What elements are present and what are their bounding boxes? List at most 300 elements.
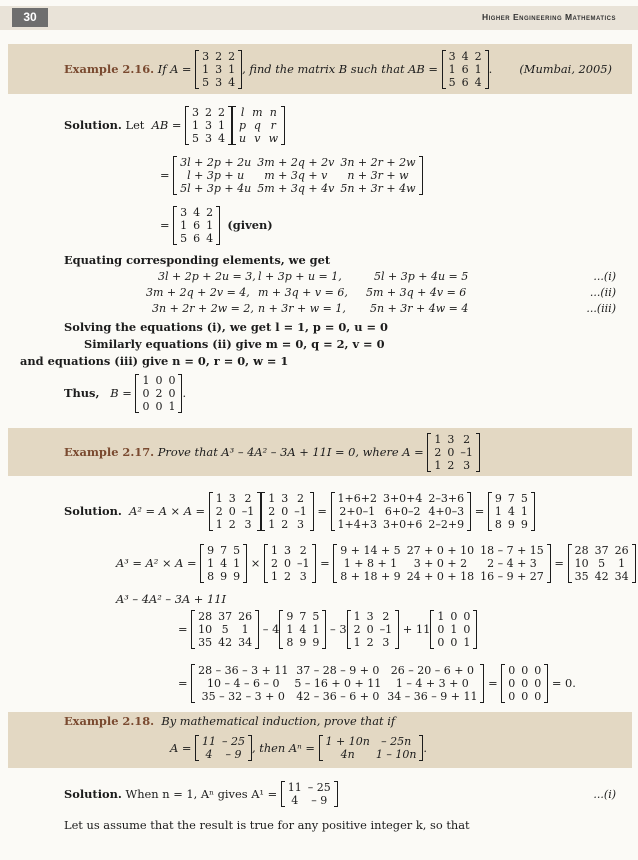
matrix-cell: 0: [447, 445, 455, 459]
matrix-cell: 1: [286, 622, 294, 636]
matrix-An: [319, 735, 424, 761]
equation-row: m + 3q + v = 6,: [258, 286, 348, 299]
b-equals: B =: [110, 386, 132, 400]
matrix-cell: 2: [353, 622, 361, 636]
matrix-cell: w: [268, 131, 278, 145]
matrix-cell: 1: [463, 635, 471, 649]
matrix-cell: u: [239, 131, 247, 145]
matrix-cell: 1: [215, 491, 223, 505]
matrix-cell: –1: [241, 504, 255, 518]
when-text: When n = 1, Aⁿ gives A¹ =: [125, 787, 278, 801]
matrix-cell: 10 – 4 – 6 – 0: [207, 676, 280, 690]
a2-line: Solution. A² = A × A = 1 3 2 2 0 –1 1 2 3 1 3 2 2 0 –1 1 2 3 = 1+6+2 3+0+4 2–3+6 2+0–1 6+0–2 4+0–3 1+4+3 3+0+6 2–2+9 = 9 7 5 1 4 1 8 9 9: [64, 488, 535, 534]
source-citation: (Mumbai, 2005): [519, 62, 612, 76]
matrix-cell: 4+0–3: [428, 504, 465, 518]
matrix-cell: 4n: [340, 748, 355, 761]
matrix-grid: [492, 492, 531, 531]
matrix-grid: [505, 664, 544, 703]
matrix-cell: 7: [299, 609, 307, 623]
matrix-cell: 37 – 28 – 9 + 0: [296, 663, 380, 677]
matrix-AB: [442, 50, 489, 89]
matrix-cell: 1: [241, 622, 249, 636]
example-2-17-statement: [64, 430, 480, 474]
matrix-cell: l: [240, 105, 245, 119]
thus-text: Thus,: [64, 386, 100, 400]
matrix-cell: 1 – 10n: [375, 748, 417, 761]
matrix-cell: 9: [233, 569, 241, 583]
matrix-cell: 4: [291, 794, 299, 807]
example-2-18-statement: [64, 714, 395, 728]
matrix-cell: 3: [202, 49, 210, 63]
matrix-cell: 42 – 36 – 6 + 0: [296, 689, 380, 703]
matrix-cell: – 25: [222, 735, 246, 748]
matrix-product: [173, 156, 422, 195]
bracket-right: [334, 781, 338, 807]
a2-lhs: A² = A × A =: [129, 504, 206, 518]
matrix-a2-sum: [331, 492, 472, 531]
equation-tag: ...(i): [593, 270, 616, 283]
matrix-cell: 0: [521, 689, 529, 703]
period: .: [182, 386, 187, 400]
matrix-cell: q: [253, 118, 261, 132]
matrix-cell: – 25: [307, 781, 331, 794]
matrix-grid: [199, 735, 248, 761]
matrix-cell: 8: [494, 517, 502, 531]
matrix-cell: 1 + 8 + 1: [343, 556, 398, 570]
matrix-cell: – 25n: [381, 735, 412, 748]
matrix-cell: 28: [198, 609, 213, 623]
matrix-cell: 1: [494, 504, 502, 518]
matrix-grid: [351, 610, 396, 649]
solution-label: Solution.: [64, 504, 122, 518]
example-label: Example 2.16.: [64, 62, 155, 76]
matrix-cell: 9: [507, 517, 515, 531]
matrix-cell: 3 + 0 + 2: [413, 556, 468, 570]
matrix-cell: 1+6+2: [337, 491, 377, 505]
matrix-cell: 7: [220, 543, 228, 557]
matrix-cell: 0: [508, 663, 516, 677]
let-text: Let: [125, 118, 145, 132]
bracket-right: [419, 156, 423, 195]
matrix-cell: 1: [618, 556, 626, 570]
running-head: Higher Engineering Mathematics: [481, 12, 616, 22]
matrix-cell: –1: [296, 556, 310, 570]
matrix-cell: 0: [450, 609, 458, 623]
matrix-cell: 5n + 3r + 4w: [340, 181, 416, 195]
matrix-grid: [335, 492, 468, 531]
matrix-grid: [446, 50, 485, 89]
matrix-cell: 3+0+4: [382, 491, 423, 505]
equation-row: 5n + 3r + 4w = 4: [370, 302, 469, 315]
matrix-cell: r: [270, 118, 276, 132]
matrix-cell: –1: [379, 622, 393, 636]
matrix-cell: 26: [614, 543, 629, 557]
matrix-cell: 42: [218, 635, 233, 649]
bracket-right: [476, 433, 480, 472]
matrix-cell: 37: [594, 543, 609, 557]
bracket-right: [322, 610, 326, 649]
bracket-right: [243, 544, 247, 583]
given-matrix-line: [160, 202, 273, 248]
bracket-right: [473, 610, 477, 649]
matrix-cell: 1: [268, 517, 276, 531]
matrix-cell: 2: [155, 386, 163, 400]
matrix-cell: 8: [286, 635, 294, 649]
matrix-cell: 0: [155, 399, 163, 413]
matrix-cell: 0: [508, 676, 516, 690]
matrix-cell: 0: [521, 663, 529, 677]
matrix-cell: 3: [228, 491, 236, 505]
matrix-cell: 2: [218, 105, 226, 119]
matrix-AB: [173, 206, 220, 245]
matrix-cell: 3: [180, 205, 188, 219]
solution-label: Solution.: [64, 118, 122, 132]
equation-tag: ...(iii): [586, 302, 616, 315]
matrix-cell: 1: [448, 62, 456, 76]
matrix-cell: 1: [207, 556, 215, 570]
matrix-cell: 2: [283, 569, 291, 583]
matrix-grid: [265, 492, 310, 531]
matrix-cell: 1: [474, 62, 482, 76]
matrix-cell: 11: [202, 735, 217, 748]
matrix-cell: 2: [244, 491, 252, 505]
matrix-grid: [434, 610, 473, 649]
matrix-cell: 42: [594, 569, 609, 583]
matrix-cell: m: [252, 105, 263, 119]
matrix-cell: 28 – 36 – 3 + 11: [198, 663, 289, 677]
equating-text: Equating corresponding elements, we get: [64, 253, 331, 267]
matrix-grid: [268, 544, 313, 583]
matrix-cell: 1 + 10n: [325, 735, 370, 748]
a3-lhs: A³ = A² × A =: [116, 556, 197, 570]
matrix-cell: 2: [434, 445, 442, 459]
statement-text: Prove that A³ – 4A² – 3A + 11I = 0, where A =: [157, 445, 424, 459]
statement-text: , find the matrix B such that AB =: [242, 62, 438, 76]
matrix-grid: [337, 544, 547, 583]
matrix-identity: [430, 610, 477, 649]
matrix-cell: 3n + 2r + 2w: [340, 155, 416, 169]
matrix-A2: [200, 544, 247, 583]
matrix-cell: n: [269, 105, 277, 119]
matrix-cell: 3: [447, 432, 455, 446]
matrix-cell: 16 – 9 + 27: [480, 569, 544, 583]
matrix-cell: 9: [520, 517, 528, 531]
similarly-text: Similarly equations (ii) give m = 0, q = 2, v = 0: [84, 337, 385, 351]
matrix-cell: 2: [299, 543, 307, 557]
matrix-cell: 0: [534, 676, 542, 690]
matrix-cell: 2: [382, 609, 390, 623]
matrix-cell: 1: [206, 218, 214, 232]
matrix-cell: 4: [220, 556, 228, 570]
matrix-grid: [195, 664, 480, 703]
given-text: (given): [227, 218, 273, 232]
matrix-cell: 5m + 3q + 4v: [257, 181, 335, 195]
bracket-right: [544, 664, 548, 703]
matrix-cell: 8 + 18 + 9: [340, 569, 401, 583]
matrix-cell: 35: [574, 569, 589, 583]
matrix-cell: 0: [281, 504, 289, 518]
and-equations-text: and equations (iii) give n = 0, r = 0, w = 1: [20, 354, 289, 368]
matrix-cell: 26 – 20 – 6 + 0: [390, 663, 474, 677]
matrix-cell: 0: [168, 373, 176, 387]
example-label: Example 2.18.: [64, 714, 155, 728]
matrix-A3: [568, 544, 636, 583]
matrix-cell: 2: [228, 49, 236, 63]
example-2-18-formula: [170, 730, 427, 766]
example-label: Example 2.17.: [64, 445, 155, 459]
bracket-right: [216, 206, 220, 245]
a-equals: A =: [170, 741, 192, 755]
expansion-line: = 28 37 26 10 5 1 35 42 34 – 4 9 7 5 1 4 1 8 9 9 – 3 1 3 2 2 0 –1 1 2 3 + 11 1 0 0 0 1 0 0 0 1: [178, 606, 477, 652]
matrix-cell: 2: [463, 432, 471, 446]
matrix-cell: 6: [461, 75, 469, 89]
matrix-cell: 0: [437, 622, 445, 636]
matrix-cell: 28: [574, 543, 589, 557]
matrix-cell: 4: [206, 231, 214, 245]
times-sign: ×: [250, 556, 261, 570]
equation-tag: ...(i): [593, 788, 616, 801]
matrix-cell: 3: [382, 635, 390, 649]
matrix-grid: [199, 50, 238, 89]
matrix-cell: 0: [437, 635, 445, 649]
matrix-cell: m + 3q + v: [264, 168, 328, 182]
period: .: [423, 741, 428, 755]
equals-sign: =: [160, 168, 170, 182]
matrix-grid: [195, 610, 255, 649]
matrix-cell: 3: [281, 491, 289, 505]
matrix-cell: 2: [228, 517, 236, 531]
matrix-A: [195, 50, 242, 89]
matrix-cell: 1: [270, 569, 278, 583]
matrix-cell: 2: [296, 491, 304, 505]
matrix-cell: 3: [215, 62, 223, 76]
matrix-grid: [236, 106, 281, 145]
matrix-cell: l + 3p + u: [187, 168, 245, 182]
matrix-A: [264, 544, 317, 583]
matrix-cell: 3: [205, 118, 213, 132]
matrix-cell: 6: [193, 231, 201, 245]
solution-let-line: [64, 102, 285, 148]
matrix-final-sum: [191, 664, 484, 703]
matrix-cell: 1: [268, 491, 276, 505]
matrix-cell: 5: [233, 543, 241, 557]
bracket-right: [467, 492, 471, 531]
expression-line: A³ – 4A² – 3A + 11I: [116, 592, 226, 606]
matrix-cell: 1: [353, 635, 361, 649]
matrix-cell: 2: [205, 105, 213, 119]
matrix-cell: 4: [461, 49, 469, 63]
matrix-cell: 5: [192, 131, 200, 145]
matrix-cell: 3: [448, 49, 456, 63]
matrix-cell: 2: [270, 556, 278, 570]
matrix-cell: 5: [598, 556, 606, 570]
matrix-cell: 0: [521, 676, 529, 690]
matrix-cell: 1: [312, 622, 320, 636]
matrix-cell: 5: [202, 75, 210, 89]
matrix-cell: 11: [287, 781, 302, 794]
product-matrix-line: [160, 152, 423, 198]
matrix-A: [195, 735, 252, 761]
when-line: [64, 776, 338, 812]
matrix-cell: 1: [218, 118, 226, 132]
matrix-cell: 1: [142, 373, 150, 387]
matrix-A2: [279, 610, 326, 649]
final-line: = 28 – 36 – 3 + 11 37 – 28 – 9 + 0 26 – 20 – 6 + 0 10 – 4 – 6 – 0 5 – 16 + 0 + 11 1 – 4 + 3 + 0 35 – 32 – 3 + 0 42 – 36 – 6 + 0 34 – 36 – 9 + 11 = 0 0 0 0 0 0 0 0 0 = 0.: [178, 663, 576, 703]
equation-row: n + 3r + w = 1,: [258, 302, 346, 315]
matrix-cell: 2: [474, 49, 482, 63]
matrix-cell: 4: [218, 131, 226, 145]
matrix-cell: 4: [228, 75, 236, 89]
matrix-cell: 10: [574, 556, 589, 570]
matrix-cell: – 9: [311, 794, 328, 807]
matrix-cell: 5: [180, 231, 188, 245]
matrix-cell: 1: [202, 62, 210, 76]
matrix-cell: 5: [221, 622, 229, 636]
equation-row: 5l + 3p + 4u = 5: [374, 270, 469, 283]
matrix-cell: 10: [198, 622, 213, 636]
solution-label: Solution.: [64, 787, 122, 801]
matrix-cell: 3l + 2p + 2u: [180, 155, 252, 169]
matrix-A1: [281, 781, 338, 807]
matrix-cell: 2+0–1: [339, 504, 376, 518]
matrix-grid: [204, 544, 243, 583]
matrix-cell: 5: [520, 491, 528, 505]
matrix-grid: [283, 610, 322, 649]
matrix-cell: 9: [299, 635, 307, 649]
matrix-cell: 0: [366, 622, 374, 636]
example-2-16-statement: Example 2.16. If A = 3 2 2 1 3 1 5 3 4 , find the matrix B such that AB = 3 4 2 1 6 1 5 6 4 .: [64, 49, 493, 89]
bracket-right: [531, 492, 535, 531]
equation-tag: ...(ii): [589, 286, 616, 299]
matrix-cell: 3m + 2q + 2v: [257, 155, 335, 169]
matrix-cell: n + 3r + w: [347, 168, 409, 182]
matrix-cell: 5l + 3p + 4u: [180, 181, 252, 195]
matrix-cell: –1: [460, 445, 473, 459]
matrix-cell: 1: [434, 458, 442, 472]
matrix-cell: 1: [192, 118, 200, 132]
matrix-cell: 0: [168, 386, 176, 400]
matrix-cell: v: [254, 131, 261, 145]
statement-text: If A =: [157, 62, 192, 76]
matrix-B-result: [135, 374, 182, 413]
matrix-cell: 1: [270, 543, 278, 557]
assume-text: Let us assume that the result is true for any positive integer k, so that: [64, 818, 470, 832]
matrix-cell: 1 – 4 + 3 + 0: [395, 676, 469, 690]
matrix-cell: 2: [215, 49, 223, 63]
matrix-cell: 1: [450, 622, 458, 636]
equation-row: 3m + 2q + 2v = 4,: [146, 286, 250, 299]
matrix-cell: 0: [155, 373, 163, 387]
ab-equals: AB =: [151, 118, 182, 132]
matrix-cell: 6+0–2: [384, 504, 421, 518]
matrix-grid: [431, 433, 476, 472]
matrix-cell: 34: [238, 635, 253, 649]
matrix-cell: 0: [463, 622, 471, 636]
matrix-cell: 8: [207, 569, 215, 583]
matrix-B: [232, 106, 285, 145]
matrix-cell: 1: [180, 218, 188, 232]
matrix-cell: 0: [228, 504, 236, 518]
page-number: 30: [12, 8, 48, 27]
matrix-cell: 24 + 0 + 18: [406, 569, 475, 583]
bracket-right: [395, 610, 399, 649]
matrix-cell: –1: [294, 504, 307, 518]
matrix-cell: 0: [142, 386, 150, 400]
matrix-cell: 0: [508, 689, 516, 703]
equation-row: l + 3p + u = 1,: [258, 270, 342, 283]
matrix-cell: 1: [434, 432, 442, 446]
coef-11: + 11: [402, 622, 431, 636]
matrix-cell: 4: [193, 205, 201, 219]
matrix-cell: 9: [494, 491, 502, 505]
matrix-cell: 2: [281, 517, 289, 531]
bracket-right: [547, 544, 551, 583]
then-text: , then Aⁿ =: [252, 741, 315, 755]
matrix-cell: 1: [215, 517, 223, 531]
matrix-cell: 0: [450, 635, 458, 649]
bracket-right: [312, 544, 316, 583]
bracket-right: [281, 106, 285, 145]
matrix-cell: 2: [215, 504, 223, 518]
matrix-cell: p: [239, 118, 247, 132]
a3-line: A³ = A² × A = 9 7 5 1 4 1 8 9 9 × 1 3 2 2 0 –1 1 2 3 = 9 + 14 + 5 27 + 0 + 10 18 – 7 + 15 1 + 8 + 1 3 + 0 + 2 2 – 4 + 3 8 + 18 + 9 24 + 0 + 18 16 – 9 + 27 = 28 37 26 10 5 1 35 42 34: [116, 540, 636, 586]
matrix-cell: 2: [206, 205, 214, 219]
coef-4: – 4: [262, 622, 280, 636]
bracket-right: [632, 544, 636, 583]
matrix-cell: 2–2+9: [428, 517, 465, 531]
matrix-cell: 4: [507, 504, 515, 518]
matrix-cell: 4: [299, 622, 307, 636]
matrix-a3-sum: [333, 544, 551, 583]
matrix-cell: 2: [447, 458, 455, 472]
bracket-right: [310, 492, 314, 531]
matrix-cell: 3+0+6: [382, 517, 423, 531]
matrix-cell: 3: [366, 609, 374, 623]
matrix-A3: [191, 610, 259, 649]
equals-sign: =: [160, 218, 170, 232]
matrix-cell: 7: [507, 491, 515, 505]
matrix-cell: 26: [238, 609, 253, 623]
matrix-cell: 9: [286, 609, 294, 623]
matrix-cell: 35 – 32 – 3 + 0: [201, 689, 285, 703]
equals-zero: = 0.: [551, 676, 576, 690]
matrix-cell: 37: [218, 609, 233, 623]
statement-text: By mathematical induction, prove that if: [161, 714, 396, 728]
equation-row: 3n + 2r + 2w = 2,: [152, 302, 254, 315]
matrix-cell: 5: [448, 75, 456, 89]
matrix-cell: 2: [366, 635, 374, 649]
matrix-grid: [323, 735, 420, 761]
matrix-cell: 1: [437, 609, 445, 623]
matrix-cell: 3: [296, 517, 304, 531]
bracket-right: [480, 664, 484, 703]
solving-text: Solving the equations (i), we get l = 1, p = 0, u = 0: [64, 320, 388, 334]
thus-line: [64, 370, 186, 416]
matrix-cell: 9: [220, 569, 228, 583]
matrix-grid: [139, 374, 178, 413]
matrix-cell: 34 – 36 – 9 + 11: [387, 689, 478, 703]
matrix-grid: [189, 106, 228, 145]
matrix-cell: 3: [244, 517, 252, 531]
matrix-cell: 2 – 4 + 3: [487, 556, 537, 570]
matrix-cell: 0: [534, 689, 542, 703]
matrix-cell: 3: [299, 569, 307, 583]
matrix-cell: 3: [205, 131, 213, 145]
bracket-right: [255, 610, 259, 649]
matrix-A: [347, 610, 400, 649]
matrix-cell: 9 + 14 + 5: [340, 543, 401, 557]
matrix-grid: [177, 206, 216, 245]
